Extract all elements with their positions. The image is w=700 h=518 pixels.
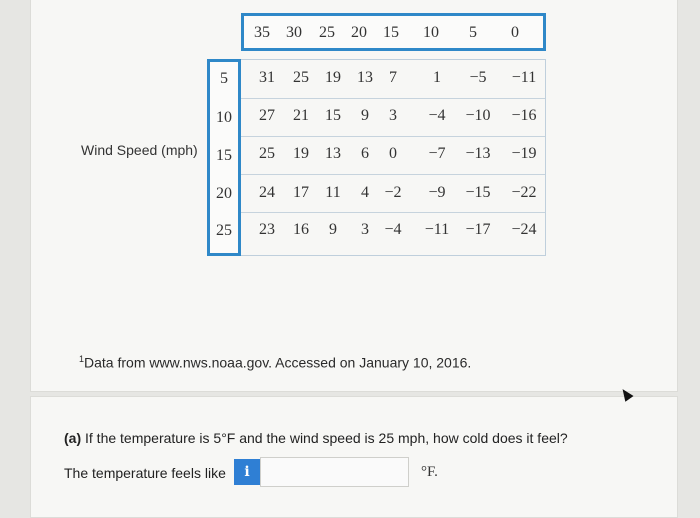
wind-chill-cell: −11 [424, 221, 450, 238]
wind-chill-cell: 25 [293, 69, 309, 86]
question-card [30, 396, 678, 518]
wind-chill-cell: 1 [433, 69, 441, 86]
wind-chill-cell: 9 [329, 221, 337, 238]
wind-chill-cell: −15 [465, 184, 491, 201]
row-divider [241, 212, 545, 213]
wind-chill-cell: −5 [469, 69, 487, 86]
wind-chill-cell: 3 [361, 221, 369, 238]
wind-chill-cell: −10 [465, 107, 491, 124]
wind-speed-cell: 5 [220, 70, 228, 87]
wind-chill-cell: −16 [511, 107, 537, 124]
wind-speed-cell: 15 [216, 147, 232, 164]
temp-header-cell: 5 [469, 24, 477, 41]
temp-header-cell: 10 [423, 24, 439, 41]
table-card [30, 0, 678, 392]
wind-chill-cell: 3 [389, 107, 397, 124]
wind-chill-cell: −17 [465, 221, 491, 238]
wind-speed-cell: 25 [216, 222, 232, 239]
question-body: If the temperature is 5°F and the wind speed is 25 mph, how cold does it feel? [85, 430, 568, 446]
temperature-header-row [241, 13, 546, 51]
temp-header-cell: 35 [254, 24, 270, 41]
row-divider [241, 136, 545, 137]
wind-chill-grid [241, 59, 546, 256]
wind-chill-cell: 27 [259, 107, 275, 124]
wind-chill-cell: −19 [511, 145, 537, 162]
wind-chill-cell: −22 [511, 184, 537, 201]
wind-chill-cell: 19 [293, 145, 309, 162]
wind-chill-cell: 24 [259, 184, 275, 201]
wind-chill-cell: 16 [293, 221, 309, 238]
wind-chill-cell: 0 [389, 145, 397, 162]
row-divider [241, 174, 545, 175]
unit-label: °F. [421, 464, 438, 480]
wind-chill-cell: −4 [384, 221, 402, 238]
wind-chill-cell: −4 [428, 107, 446, 124]
wind-chill-cell: 4 [361, 184, 369, 201]
temp-header-cell: 25 [319, 24, 335, 41]
wind-chill-cell: 13 [357, 69, 373, 86]
wind-chill-cell: 11 [325, 184, 341, 201]
temp-header-cell: 20 [351, 24, 367, 41]
footnote-text: Data from www.nws.noaa.gov. Accessed on January 10, 2016. [84, 354, 472, 371]
temp-header-cell: 15 [383, 24, 399, 41]
wind-speed-cell: 10 [216, 109, 232, 126]
wind-chill-cell: 23 [259, 221, 275, 238]
temp-header-cell: 0 [511, 24, 519, 41]
question-part: (a) [64, 430, 82, 446]
wind-chill-cell: 31 [259, 69, 275, 86]
wind-chill-cell: 17 [293, 184, 309, 201]
info-icon[interactable]: i [234, 459, 260, 485]
wind-chill-cell: −11 [511, 69, 537, 86]
temp-header-cell: 30 [286, 24, 302, 41]
wind-chill-cell: 7 [389, 69, 397, 86]
wind-chill-cell: −7 [428, 145, 446, 162]
wind-chill-cell: −24 [511, 221, 537, 238]
wind-speed-label: Wind Speed (mph) [81, 142, 198, 158]
wind-chill-cell: −13 [465, 145, 491, 162]
footnote-marker: 1 [79, 354, 85, 364]
row-divider [241, 98, 545, 99]
question-text [64, 430, 568, 446]
wind-chill-cell: 15 [325, 107, 341, 124]
wind-chill-cell: 19 [325, 69, 341, 86]
wind-chill-cell: 6 [361, 145, 369, 162]
wind-chill-cell: 9 [361, 107, 369, 124]
answer-label: The temperature feels like [64, 465, 226, 481]
wind-chill-cell: 21 [293, 107, 309, 124]
wind-speed-cell: 20 [216, 185, 232, 202]
wind-chill-cell: 25 [259, 145, 275, 162]
wind-chill-cell: −2 [384, 184, 402, 201]
wind-chill-cell: 13 [325, 145, 341, 162]
wind-chill-cell: −9 [428, 184, 446, 201]
wind-speed-column [207, 59, 241, 256]
footnote [79, 354, 471, 371]
answer-input[interactable] [260, 457, 409, 487]
